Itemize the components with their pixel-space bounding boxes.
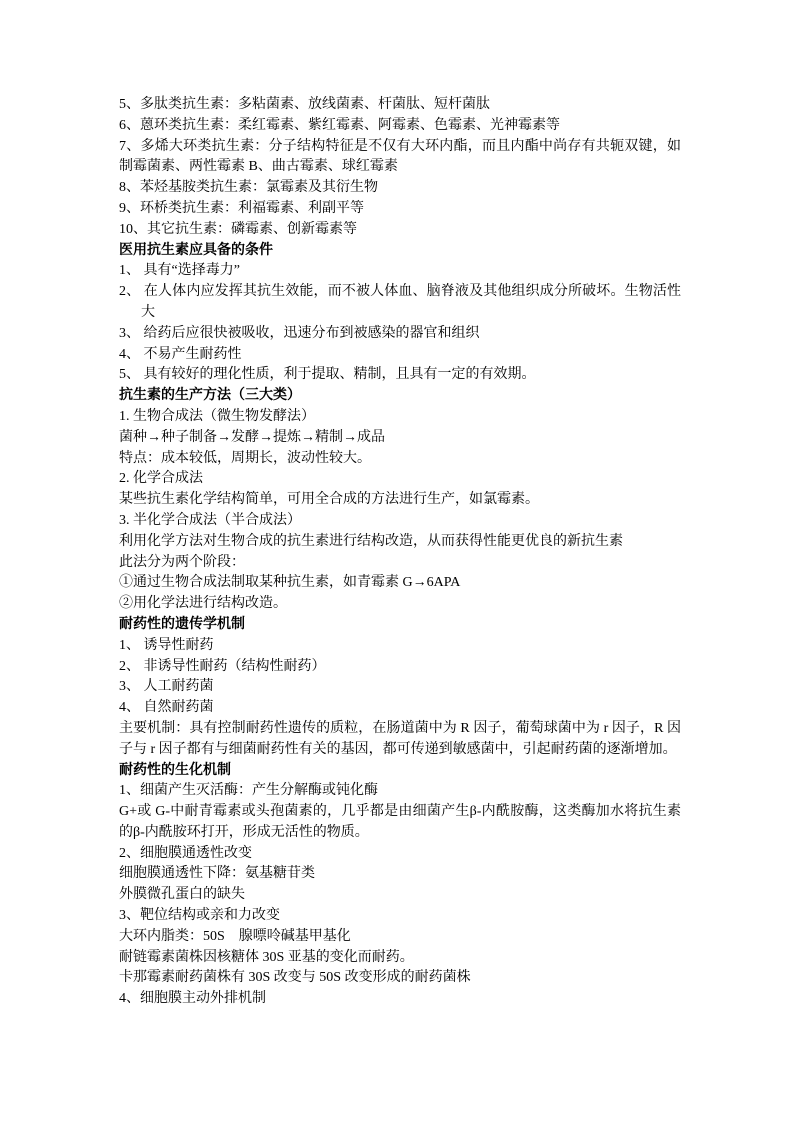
text-line: 3、靶位结构或亲和力改变: [119, 908, 280, 924]
text-line: 子与 r 因子都有与细菌耐药性有关的基因，都可传递到敏感菌中，引起耐药菌的逐渐增加。: [119, 741, 677, 757]
text-line: 3、 给药后应很快被吸收，迅速分布到被感染的器官和组织: [119, 325, 480, 341]
text-line: 制霉菌素、两性霉素 B、曲古霉素、球红霉素: [119, 159, 398, 175]
text-line: 菌种→种子制备→发酵→提炼→精制→成品: [119, 429, 385, 445]
text-line: ②用化学法进行结构改造。: [119, 596, 287, 612]
text-line: 3、 人工耐药菌: [119, 679, 214, 695]
text-line: 1、 诱导性耐药: [119, 637, 214, 653]
text-line: 1. 生物合成法（微生物发酵法）: [119, 408, 315, 424]
text-line: 8、苯烃基胺类抗生素：氯霉素及其衍生物: [119, 180, 378, 196]
text-line: 5、 具有较好的理化性质，利于提取、精制，且具有一定的有效期。: [119, 367, 536, 383]
text-line: 1、 具有“选择毒力”: [119, 263, 240, 279]
document-body: [119, 95, 681, 1010]
text-line: 卡那霉素耐药菌株有 30S 改变与 50S 改变形成的耐药菌株: [119, 970, 471, 986]
section-heading: 医用抗生素应具备的条件: [119, 242, 273, 258]
text-line: 10、其它抗生素：磷霉素、创新霉素等: [119, 221, 357, 237]
text-line: 9、环桥类抗生素：利福霉素、利副平等: [119, 200, 364, 216]
text-line: G+或 G-中耐青霉素或头孢菌素的，几乎都是由细菌产生β-内酰胺酶，这类酶加水将抗生素: [119, 804, 681, 820]
text-line: ①通过生物合成法制取某种抗生素，如青霉素 G→6APA: [119, 575, 461, 591]
text-line: 耐链霉素菌株因核糖体 30S 亚基的变化而耐药。: [119, 949, 414, 965]
text-line: 5、多肽类抗生素：多粘菌素、放线菌素、杆菌肽、短杆菌肽: [119, 97, 490, 112]
section-heading: 耐药性的生化机制: [119, 762, 231, 778]
text-line: 2、 非诱导性耐药（结构性耐药）: [119, 658, 326, 674]
section-heading: 抗生素的生产方法（三大类）: [119, 388, 301, 404]
text-line: 2. 化学合成法: [119, 471, 203, 487]
text-line: 大: [141, 304, 155, 320]
text-line: 3. 半化学合成法（半合成法）: [119, 512, 301, 528]
text-line: 4、 不易产生耐药性: [119, 346, 242, 362]
text-line: 此法分为两个阶段：: [119, 554, 245, 570]
text-line: 4、细胞膜主动外排机制: [119, 991, 266, 1007]
text-line: 6、蒽环类抗生素：柔红霉素、紫红霉素、阿霉素、色霉素、光神霉素等: [119, 117, 560, 133]
section-heading: 耐药性的遗传学机制: [119, 616, 245, 632]
text-line: 2、细胞膜通透性改变: [119, 845, 252, 861]
text-line: 主要机制：具有控制耐药性遗传的质粒，在肠道菌中为 R 因子，葡萄球菌中为 r 因子，R 因: [119, 720, 681, 736]
text-line: 1、细菌产生灭活酶：产生分解酶或钝化酶: [119, 783, 378, 799]
text-line: 4、 自然耐药菌: [119, 700, 214, 716]
text-line: 2、 在人体内应发挥其抗生效能，而不被人体血、脑脊液及其他组织成分所破坏。生物活性: [119, 284, 681, 300]
text-line: 利用化学方法对生物合成的抗生素进行结构改造，从而获得性能更优良的新抗生素: [119, 533, 623, 549]
text-line: 大环内脂类：50S 腺嘌呤碱基甲基化: [119, 928, 351, 944]
text-line: 外膜微孔蛋白的缺失: [119, 887, 245, 903]
text-line: 细胞膜通透性下降：氨基糖苷类: [119, 866, 315, 882]
text-line: 的β-内酰胺环打开，形成无活性的物质。: [119, 824, 369, 840]
text-line: 特点：成本较低，周期长，波动性较大。: [119, 450, 371, 466]
text-line: 7、多烯大环类抗生素：分子结构特征是不仅有大环内酯，而且内酯中尚存有共轭双键，如: [119, 138, 681, 154]
text-line: 某些抗生素化学结构简单，可用全合成的方法进行生产，如氯霉素。: [119, 492, 539, 508]
